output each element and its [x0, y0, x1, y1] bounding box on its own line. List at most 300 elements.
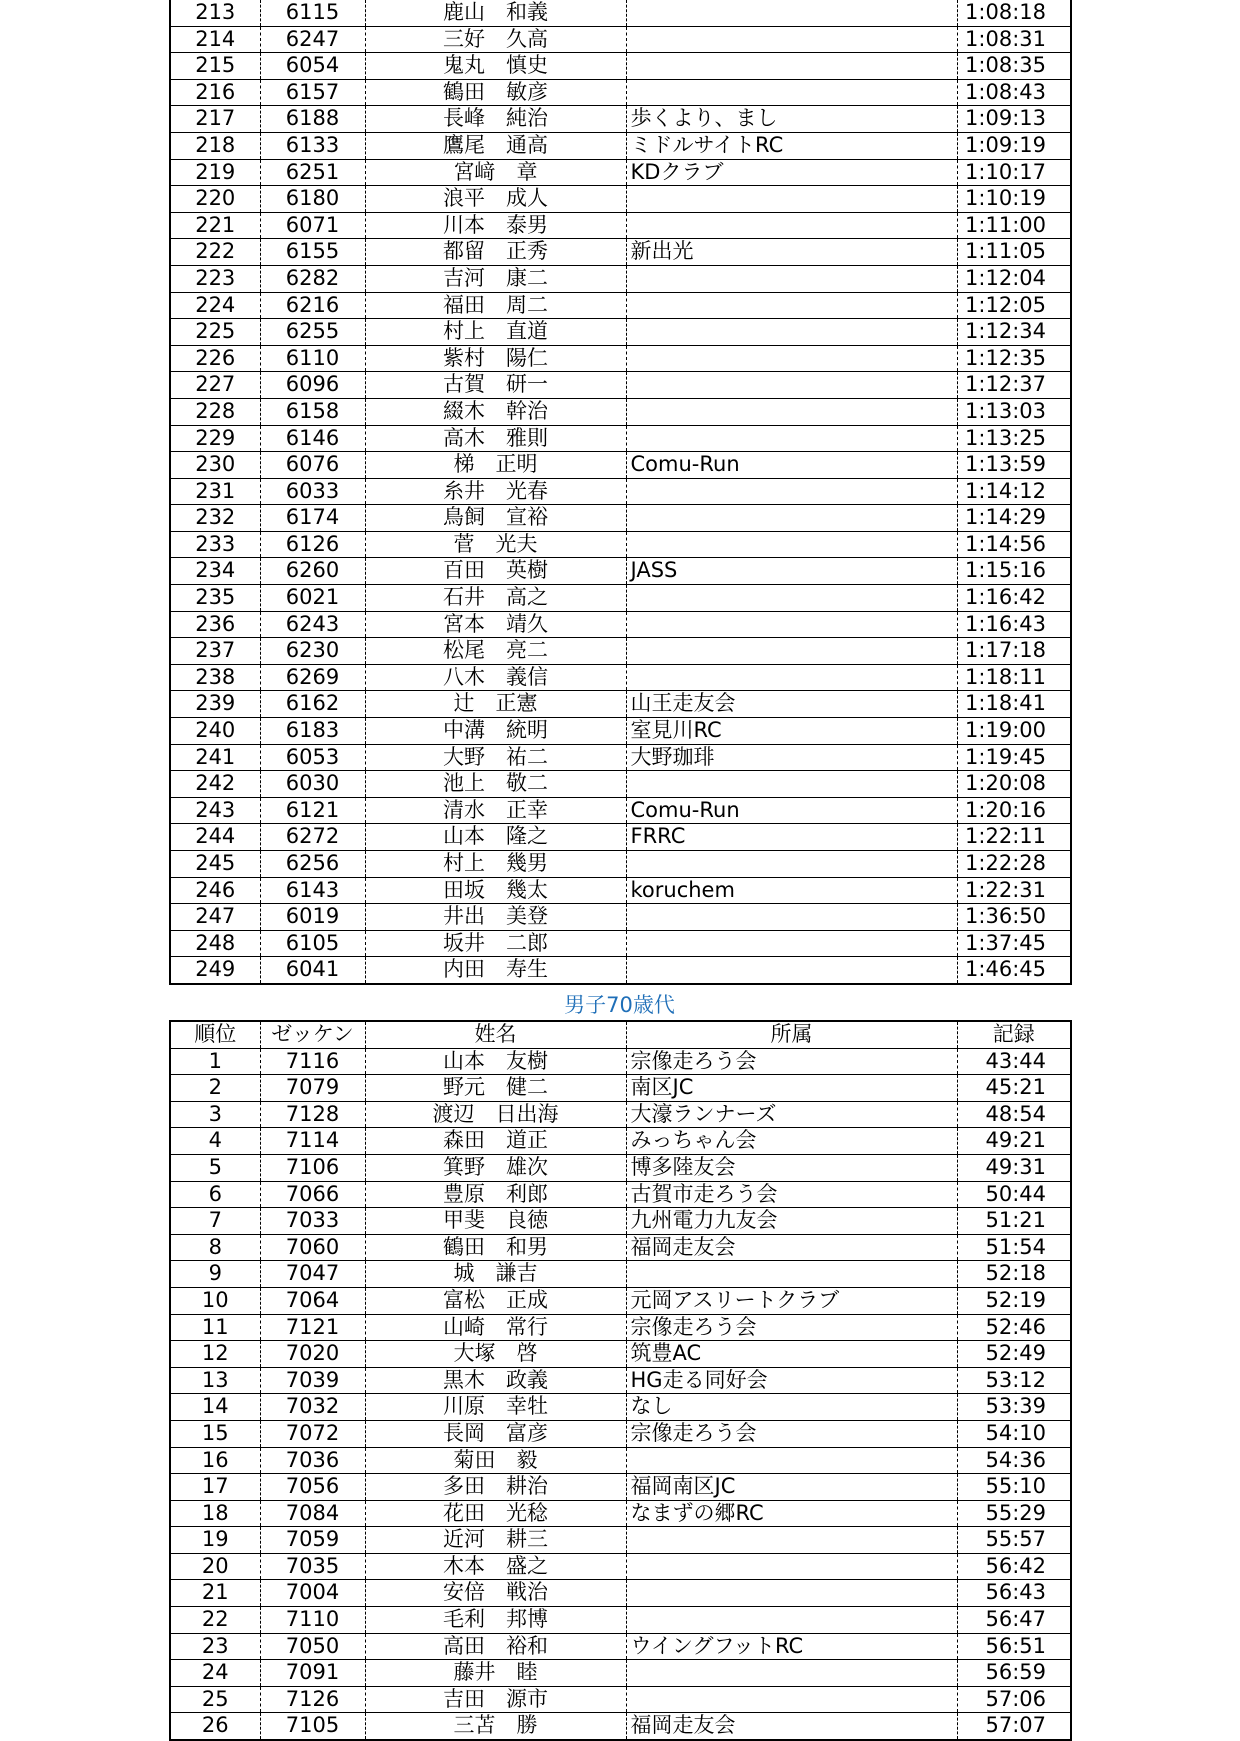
cell-bib: 7047 — [260, 1261, 365, 1288]
cell-time: 1:11:00 — [957, 212, 1071, 239]
cell-bib: 7060 — [260, 1234, 365, 1261]
cell-club: 歩くより、まし — [626, 106, 957, 133]
cell-rank: 9 — [170, 1261, 260, 1288]
cell-bib: 7091 — [260, 1660, 365, 1687]
cell-time: 1:09:19 — [957, 132, 1071, 159]
table-row — [170, 638, 1071, 665]
cell-rank: 221 — [170, 212, 260, 239]
cell-club: JASS — [626, 558, 957, 585]
cell-name: 村上 直道 — [365, 319, 626, 346]
cell-name: 三苫 勝 — [365, 1713, 626, 1740]
cell-bib: 7079 — [260, 1075, 365, 1102]
table-row — [170, 1500, 1071, 1527]
cell-name: 城 謙吉 — [365, 1261, 626, 1288]
cell-bib: 6143 — [260, 877, 365, 904]
cell-rank: 217 — [170, 106, 260, 133]
table-row — [170, 1287, 1071, 1314]
table-row — [170, 452, 1071, 479]
cell-rank: 239 — [170, 691, 260, 718]
cell-name: 鳥飼 宣裕 — [365, 505, 626, 532]
cell-time: 54:10 — [957, 1420, 1071, 1447]
cell-rank: 215 — [170, 53, 260, 80]
cell-name: 宮本 靖久 — [365, 611, 626, 638]
cell-bib: 7114 — [260, 1128, 365, 1155]
cell-club: みっちゃん会 — [626, 1128, 957, 1155]
cell-rank: 247 — [170, 904, 260, 931]
cell-bib: 7105 — [260, 1713, 365, 1740]
cell-rank: 237 — [170, 638, 260, 665]
cell-bib: 6157 — [260, 79, 365, 106]
cell-name: 大塚 啓 — [365, 1341, 626, 1368]
cell-rank: 16 — [170, 1447, 260, 1474]
cell-club — [626, 1660, 957, 1687]
cell-club: 筑豊AC — [626, 1341, 957, 1368]
table-row — [170, 132, 1071, 159]
table-row — [170, 930, 1071, 957]
cell-name: 松尾 亮二 — [365, 638, 626, 665]
cell-name: 長峰 純治 — [365, 106, 626, 133]
cell-rank: 15 — [170, 1420, 260, 1447]
cell-rank: 246 — [170, 877, 260, 904]
cell-rank: 3 — [170, 1101, 260, 1128]
header-rank: 順位 — [170, 1021, 260, 1048]
cell-name: 宮﨑 章 — [365, 159, 626, 186]
cell-bib: 7004 — [260, 1580, 365, 1607]
cell-club: 福岡走友会 — [626, 1234, 957, 1261]
cell-rank: 19 — [170, 1527, 260, 1554]
cell-bib: 6053 — [260, 744, 365, 771]
table-row — [170, 292, 1071, 319]
cell-rank: 23 — [170, 1633, 260, 1660]
cell-rank: 24 — [170, 1660, 260, 1687]
cell-club: Comu-Run — [626, 797, 957, 824]
cell-bib: 7116 — [260, 1048, 365, 1075]
cell-club: Comu-Run — [626, 452, 957, 479]
cell-club: 宗像走ろう会 — [626, 1420, 957, 1447]
table-row — [170, 1181, 1071, 1208]
cell-rank: 231 — [170, 478, 260, 505]
cell-bib: 6162 — [260, 691, 365, 718]
cell-name: 豊原 利郎 — [365, 1181, 626, 1208]
cell-time: 1:19:45 — [957, 744, 1071, 771]
cell-bib: 6030 — [260, 771, 365, 798]
table-row — [170, 1367, 1071, 1394]
cell-name: 内田 寿生 — [365, 957, 626, 984]
cell-time: 55:57 — [957, 1527, 1071, 1554]
table-row — [170, 1420, 1071, 1447]
results-table-70s — [169, 1020, 1072, 1741]
cell-bib: 6251 — [260, 159, 365, 186]
cell-name: 紫村 陽仁 — [365, 345, 626, 372]
cell-time: 1:15:16 — [957, 558, 1071, 585]
table-row — [170, 1474, 1071, 1501]
cell-name: 糸井 光春 — [365, 478, 626, 505]
cell-time: 49:21 — [957, 1128, 1071, 1155]
cell-rank: 218 — [170, 132, 260, 159]
cell-name: 木本 盛之 — [365, 1553, 626, 1580]
table-row — [170, 771, 1071, 798]
cell-rank: 245 — [170, 851, 260, 878]
cell-rank: 220 — [170, 186, 260, 213]
cell-time: 51:54 — [957, 1234, 1071, 1261]
cell-club: 山王走友会 — [626, 691, 957, 718]
cell-name: 甲斐 良徳 — [365, 1208, 626, 1235]
table-row — [170, 478, 1071, 505]
table-row — [170, 904, 1071, 931]
cell-name: 大野 祐二 — [365, 744, 626, 771]
cell-name: 川本 泰男 — [365, 212, 626, 239]
cell-club: なまずの郷RC — [626, 1500, 957, 1527]
cell-club: ウイングフットRC — [626, 1633, 957, 1660]
cell-name: 長岡 富彦 — [365, 1420, 626, 1447]
table-row — [170, 1261, 1071, 1288]
table-row — [170, 53, 1071, 80]
table-row — [170, 26, 1071, 53]
cell-club: 大野珈琲 — [626, 744, 957, 771]
cell-bib: 6247 — [260, 26, 365, 53]
table-row — [170, 319, 1071, 346]
table-row — [170, 79, 1071, 106]
cell-time: 56:59 — [957, 1660, 1071, 1687]
cell-time: 1:09:13 — [957, 106, 1071, 133]
cell-time: 52:46 — [957, 1314, 1071, 1341]
cell-bib: 7032 — [260, 1394, 365, 1421]
cell-rank: 21 — [170, 1580, 260, 1607]
table-row — [170, 1154, 1071, 1181]
cell-rank: 13 — [170, 1367, 260, 1394]
cell-name: 梯 正明 — [365, 452, 626, 479]
cell-club — [626, 930, 957, 957]
cell-name: 坂井 二郎 — [365, 930, 626, 957]
cell-time: 57:07 — [957, 1713, 1071, 1740]
cell-time: 49:31 — [957, 1154, 1071, 1181]
cell-bib: 7126 — [260, 1686, 365, 1713]
cell-bib: 6041 — [260, 957, 365, 984]
table-row — [170, 558, 1071, 585]
cell-club — [626, 345, 957, 372]
cell-bib: 6021 — [260, 585, 365, 612]
cell-time: 50:44 — [957, 1181, 1071, 1208]
cell-name: 八木 義信 — [365, 664, 626, 691]
cell-bib: 6071 — [260, 212, 365, 239]
results-table-body — [170, 0, 1071, 984]
cell-time: 43:44 — [957, 1048, 1071, 1075]
cell-club — [626, 265, 957, 292]
cell-rank: 6 — [170, 1181, 260, 1208]
cell-name: 森田 道正 — [365, 1128, 626, 1155]
cell-name: 鬼丸 慎史 — [365, 53, 626, 80]
cell-bib: 7106 — [260, 1154, 365, 1181]
table-row — [170, 1553, 1071, 1580]
cell-club — [626, 478, 957, 505]
cell-name: 花田 光稔 — [365, 1500, 626, 1527]
cell-bib: 6054 — [260, 53, 365, 80]
cell-bib: 6158 — [260, 398, 365, 425]
table-row — [170, 877, 1071, 904]
cell-rank: 2 — [170, 1075, 260, 1102]
table-row — [170, 239, 1071, 266]
table-row — [170, 851, 1071, 878]
cell-club — [626, 611, 957, 638]
cell-bib: 7066 — [260, 1181, 365, 1208]
cell-club — [626, 638, 957, 665]
cell-bib: 7050 — [260, 1633, 365, 1660]
cell-rank: 241 — [170, 744, 260, 771]
cell-name: 石井 高之 — [365, 585, 626, 612]
cell-club: 大濠ランナーズ — [626, 1101, 957, 1128]
table-row — [170, 1341, 1071, 1368]
cell-time: 1:13:25 — [957, 425, 1071, 452]
cell-rank: 5 — [170, 1154, 260, 1181]
cell-bib: 6174 — [260, 505, 365, 532]
cell-time: 1:22:31 — [957, 877, 1071, 904]
cell-name: 吉河 康二 — [365, 265, 626, 292]
cell-name: 田坂 幾太 — [365, 877, 626, 904]
cell-time: 1:36:50 — [957, 904, 1071, 931]
cell-rank: 214 — [170, 26, 260, 53]
cell-club — [626, 664, 957, 691]
cell-time: 1:12:05 — [957, 292, 1071, 319]
cell-club: FRRC — [626, 824, 957, 851]
cell-time: 52:49 — [957, 1341, 1071, 1368]
cell-time: 53:12 — [957, 1367, 1071, 1394]
cell-bib: 6216 — [260, 292, 365, 319]
table-row — [170, 824, 1071, 851]
cell-rank: 248 — [170, 930, 260, 957]
table-row — [170, 1314, 1071, 1341]
table-row — [170, 212, 1071, 239]
cell-name: 辻 正憲 — [365, 691, 626, 718]
cell-bib: 6180 — [260, 186, 365, 213]
cell-club — [626, 1527, 957, 1554]
table-row — [170, 531, 1071, 558]
cell-time: 1:08:18 — [957, 0, 1071, 26]
cell-club — [626, 957, 957, 984]
table-row — [170, 611, 1071, 638]
cell-rank: 235 — [170, 585, 260, 612]
cell-rank: 227 — [170, 372, 260, 399]
cell-name: 菊田 毅 — [365, 1447, 626, 1474]
cell-time: 54:36 — [957, 1447, 1071, 1474]
cell-time: 1:22:28 — [957, 851, 1071, 878]
cell-rank: 249 — [170, 957, 260, 984]
results-table-body — [170, 1048, 1071, 1740]
cell-bib: 7035 — [260, 1553, 365, 1580]
cell-bib: 6243 — [260, 611, 365, 638]
cell-rank: 222 — [170, 239, 260, 266]
cell-rank: 230 — [170, 452, 260, 479]
cell-name: 渡辺 日出海 — [365, 1101, 626, 1128]
cell-bib: 6033 — [260, 478, 365, 505]
cell-time: 56:43 — [957, 1580, 1071, 1607]
cell-club: なし — [626, 1394, 957, 1421]
table-row — [170, 186, 1071, 213]
table-row — [170, 1633, 1071, 1660]
cell-rank: 242 — [170, 771, 260, 798]
cell-name: 鹿山 和義 — [365, 0, 626, 26]
cell-name: 池上 敬二 — [365, 771, 626, 798]
cell-bib: 6121 — [260, 797, 365, 824]
cell-name: 古賀 研一 — [365, 372, 626, 399]
cell-time: 1:22:11 — [957, 824, 1071, 851]
cell-rank: 216 — [170, 79, 260, 106]
cell-time: 1:08:35 — [957, 53, 1071, 80]
cell-club: 宗像走ろう会 — [626, 1048, 957, 1075]
table-row — [170, 1580, 1071, 1607]
results-table-continued — [169, 0, 1072, 985]
cell-rank: 213 — [170, 0, 260, 26]
cell-rank: 240 — [170, 718, 260, 745]
cell-time: 1:13:59 — [957, 452, 1071, 479]
cell-bib: 7110 — [260, 1607, 365, 1634]
cell-rank: 20 — [170, 1553, 260, 1580]
cell-name: 高田 裕和 — [365, 1633, 626, 1660]
cell-name: 村上 幾男 — [365, 851, 626, 878]
table-row — [170, 1527, 1071, 1554]
cell-time: 1:10:19 — [957, 186, 1071, 213]
cell-time: 45:21 — [957, 1075, 1071, 1102]
cell-time: 52:19 — [957, 1287, 1071, 1314]
cell-club: koruchem — [626, 877, 957, 904]
cell-name: 山崎 常行 — [365, 1314, 626, 1341]
cell-rank: 236 — [170, 611, 260, 638]
header-club: 所属 — [626, 1021, 957, 1048]
cell-name: 高木 雅則 — [365, 425, 626, 452]
cell-club: HG走る同好会 — [626, 1367, 957, 1394]
cell-rank: 17 — [170, 1474, 260, 1501]
cell-bib: 7039 — [260, 1367, 365, 1394]
cell-club — [626, 531, 957, 558]
cell-bib: 7020 — [260, 1341, 365, 1368]
table-row — [170, 1075, 1071, 1102]
cell-club — [626, 851, 957, 878]
cell-bib: 6110 — [260, 345, 365, 372]
cell-time: 1:20:08 — [957, 771, 1071, 798]
cell-club: 博多陸友会 — [626, 1154, 957, 1181]
cell-bib: 6146 — [260, 425, 365, 452]
table-row — [170, 718, 1071, 745]
cell-club: 古賀市走ろう会 — [626, 1181, 957, 1208]
cell-name: 百田 英樹 — [365, 558, 626, 585]
table-row — [170, 1394, 1071, 1421]
cell-time: 1:08:43 — [957, 79, 1071, 106]
cell-club — [626, 212, 957, 239]
table-row — [170, 0, 1071, 26]
cell-rank: 11 — [170, 1314, 260, 1341]
cell-rank: 226 — [170, 345, 260, 372]
table-row — [170, 505, 1071, 532]
cell-name: 富松 正成 — [365, 1287, 626, 1314]
cell-club: 福岡南区JC — [626, 1474, 957, 1501]
cell-time: 1:14:29 — [957, 505, 1071, 532]
cell-rank: 219 — [170, 159, 260, 186]
table-row — [170, 425, 1071, 452]
cell-bib: 6188 — [260, 106, 365, 133]
cell-rank: 223 — [170, 265, 260, 292]
cell-time: 1:14:12 — [957, 478, 1071, 505]
cell-club: 室見川RC — [626, 718, 957, 745]
cell-name: 吉田 源市 — [365, 1686, 626, 1713]
cell-time: 1:17:18 — [957, 638, 1071, 665]
cell-club: 南区JC — [626, 1075, 957, 1102]
table-row — [170, 372, 1071, 399]
cell-time: 1:18:41 — [957, 691, 1071, 718]
cell-club — [626, 292, 957, 319]
cell-name: 浪平 成人 — [365, 186, 626, 213]
cell-bib: 7036 — [260, 1447, 365, 1474]
cell-rank: 232 — [170, 505, 260, 532]
cell-bib: 7072 — [260, 1420, 365, 1447]
cell-time: 1:16:43 — [957, 611, 1071, 638]
cell-time: 56:51 — [957, 1633, 1071, 1660]
cell-name: 黒木 政義 — [365, 1367, 626, 1394]
cell-rank: 1 — [170, 1048, 260, 1075]
cell-club — [626, 398, 957, 425]
cell-time: 1:14:56 — [957, 531, 1071, 558]
table-row — [170, 664, 1071, 691]
cell-rank: 26 — [170, 1713, 260, 1740]
cell-club — [626, 372, 957, 399]
cell-bib: 6096 — [260, 372, 365, 399]
cell-rank: 22 — [170, 1607, 260, 1634]
cell-club — [626, 425, 957, 452]
cell-time: 1:20:16 — [957, 797, 1071, 824]
table-row — [170, 1048, 1071, 1075]
cell-time: 1:46:45 — [957, 957, 1071, 984]
cell-bib: 6076 — [260, 452, 365, 479]
cell-club — [626, 79, 957, 106]
cell-time: 1:11:05 — [957, 239, 1071, 266]
cell-time: 56:47 — [957, 1607, 1071, 1634]
cell-name: 三好 久高 — [365, 26, 626, 53]
cell-rank: 4 — [170, 1128, 260, 1155]
cell-bib: 7128 — [260, 1101, 365, 1128]
cell-bib: 7056 — [260, 1474, 365, 1501]
cell-rank: 10 — [170, 1287, 260, 1314]
table-row — [170, 1101, 1071, 1128]
table-row — [170, 1660, 1071, 1687]
cell-rank: 229 — [170, 425, 260, 452]
cell-name: 山本 友樹 — [365, 1048, 626, 1075]
cell-club — [626, 771, 957, 798]
cell-club — [626, 904, 957, 931]
cell-club — [626, 585, 957, 612]
cell-club — [626, 1580, 957, 1607]
cell-club: 九州電力九友会 — [626, 1208, 957, 1235]
table-row — [170, 106, 1071, 133]
cell-rank: 243 — [170, 797, 260, 824]
cell-club: KDクラブ — [626, 159, 957, 186]
cell-bib: 7033 — [260, 1208, 365, 1235]
cell-name: 多田 耕治 — [365, 1474, 626, 1501]
table-row — [170, 1713, 1071, 1740]
cell-club: 福岡走友会 — [626, 1713, 957, 1740]
table-row — [170, 159, 1071, 186]
cell-time: 55:10 — [957, 1474, 1071, 1501]
cell-bib: 6282 — [260, 265, 365, 292]
table-row — [170, 345, 1071, 372]
cell-time: 1:08:31 — [957, 26, 1071, 53]
cell-rank: 18 — [170, 1500, 260, 1527]
cell-rank: 25 — [170, 1686, 260, 1713]
cell-name: 福田 周二 — [365, 292, 626, 319]
cell-time: 1:13:03 — [957, 398, 1071, 425]
cell-time: 52:18 — [957, 1261, 1071, 1288]
table-row — [170, 797, 1071, 824]
cell-name: 野元 健二 — [365, 1075, 626, 1102]
table-row — [170, 1234, 1071, 1261]
cell-club — [626, 505, 957, 532]
